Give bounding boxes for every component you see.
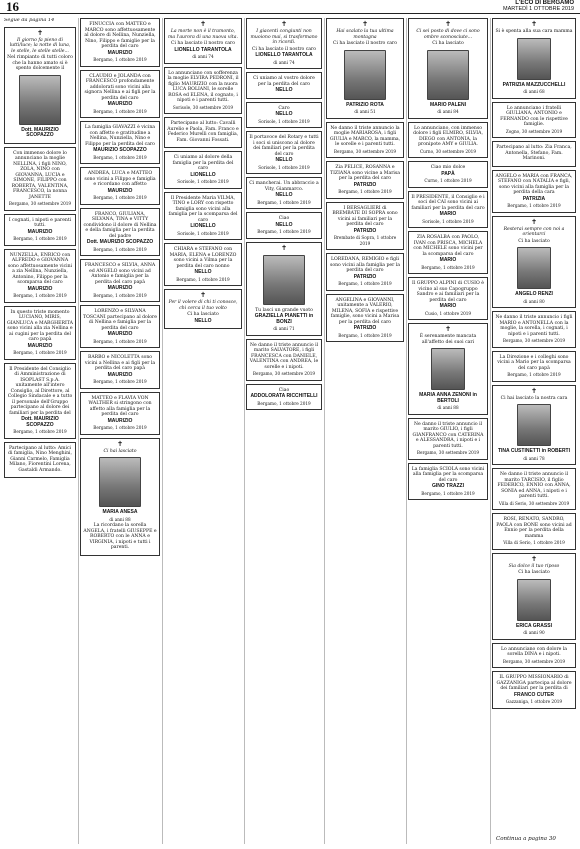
cross-icon: ✝ xyxy=(445,325,451,333)
notice: Partecipano al lutto: Cavalli Aurelio e Paola, Fam. Franco e Federico Murelli con famiglia, Fam. Giovanni Fossati. xyxy=(164,117,242,148)
cross-icon: ✝ xyxy=(531,217,537,226)
notice: CHIARA e STEFANO con MARIA, ELENA e LORENZO sono vicini a Vilma per la perdita del caro nonno NELLO Bergamo, 1 ottobre 2019 xyxy=(164,243,242,286)
notice: Ci uniamo al dolore della famiglia per la perdita del caro LIONELLO Sorisole, 1 ottobre 2019 xyxy=(164,151,242,189)
notice: FINUCCIA con MATTEO e MARCO sono affettuosamente al dolore di Nellina, Nunziella, Nino, Filippo e famiglie per la perdita del caro MAURIZIO Bergamo, 1 ottobre 2019 xyxy=(80,18,160,67)
notice: ✝ Si è spenta alla sua cara mamma PATRIZIA MAZZUCCHELLI di anni 68 xyxy=(492,18,576,99)
notice: Caro NELLO Sorisole, 1 ottobre 2019 xyxy=(246,102,322,129)
column-1 xyxy=(4,18,76,844)
notice: Lo annunciano, con immenso dolore i figli ELMIRO, SILVIA, DIEGO con ANTONIA, la pronipote AMY e GIULIA. Curno, 30 settembre 2019 xyxy=(408,122,488,159)
portrait-photo xyxy=(431,348,465,390)
column-5 xyxy=(326,18,404,844)
notice: ✝ Hai scalato la tua ultima montagna Ci ha lasciato il nostro caro PATRIZIO ROTA di anni 51 xyxy=(326,18,404,119)
cross-icon: ✝ xyxy=(531,386,537,395)
cross-icon: ✝ xyxy=(362,20,368,28)
notice: MATTEO e FLAVIA VON WALTHER si stringono con affetto alla famiglia per la perdita del caro MAURIZIO Bergamo, 1 ottobre 2019 xyxy=(80,392,160,435)
portrait-photo xyxy=(344,50,386,100)
notice: Ne danno il triste annuncio la moglie MARIAROSA, i figli GIULIA e MARCO, la mamma, le sorelle e i parenti tutti. Bergamo, 30 settembre 2019 xyxy=(326,122,404,159)
notice: Ciao NELLO Bergamo, 1 ottobre 2019 xyxy=(246,212,322,239)
notice: La famiglia GIAVAZZI è vicina con affetto e gratitudine a Nellina, Nunziella, Nino e Filippo per la perdita del caro MAURIZIO SCOPAZZO Bergamo, 1 ottobre 2019 xyxy=(80,121,160,164)
notice: Lo annunciano con dolore la sorella DINA e i nipoti. Bergamo, 30 settembre 2019 xyxy=(492,643,576,669)
portrait-photo xyxy=(427,50,469,100)
notice: Ne danno il triste annuncio i figli MARIO e ANTONELLA con la moglie, la sorella, i cognati, i nipoti e i parenti tutti. Bergamo, 30 settembre 2019 xyxy=(492,311,576,348)
notice: Ne danno il triste annuncio il marito SALVATORE, i figli FRANCESCA con DANIELE, VALENTINA con ANDREA, le sorelle e i nipoti. Bergamo, 30 settembre 2019 xyxy=(246,339,322,381)
page-number: 16 xyxy=(6,0,19,14)
notice: Ne danno il triste annuncio il marito GIULIO, i figli GIANFRANCO con CATERINA e ALESSANDRA, i nipoti e i parenti tutti. Bergamo, 30 settembre 2019 xyxy=(408,418,488,460)
notice: ✝ Ci hai lasciato la nostra cara TINA CUSTINETTI in ROBERTI di anni 78 xyxy=(492,385,576,466)
column-7 xyxy=(492,18,576,844)
notice: Zia PELICE, ROSANNA e TIZIANA sono vicine a Marisa per la perdita del caro PATRIZIO Bergamo, 1 ottobre 2019 xyxy=(326,161,404,199)
cross-icon: ✝ xyxy=(117,439,123,448)
notice: Ciao mio dolce PAPÀ Curno, 1 ottobre 2019 xyxy=(408,161,488,188)
column-2 xyxy=(80,18,160,844)
notice: Il PRESIDENTE, il Consiglio e i soci del CAI sono vicini ai familiari per la perdita del caro MARIO Sorisole, 1 ottobre 2019 xyxy=(408,191,488,229)
publication-date: MARTEDÌ 1 OTTOBRE 2019 xyxy=(502,6,574,12)
notice: In questo triste momento LUCIANO, MIRIS, GIANLUCA e MARGHERITA sono vicini alla zia Nellina e ai cugini per la perdita del caro papà MAURIZIO Bergamo, 1 ottobre 2019 xyxy=(4,306,76,360)
notice: Con immenso dolore lo annunciano la moglie NELLINA, i figli NINO, ZOLA, NINO con GIOVANNA, LUCIA e SIMONE, FILIPPO con ROBERTA, VALENTINA, FRANCESCO, la nonna JANETTE Bergamo, 30 settembre 2019 xyxy=(4,147,76,211)
notice: ROSI, RENATO, SANDRO, PAOLA con BONE sono vicini ad Ennio per la perdita della mamma Villa di Serio, 1 ottobre 2019 xyxy=(492,513,576,550)
column-6 xyxy=(408,18,488,844)
notice: ✝ È serenamente mancata all'affetto dei suoi cari MARIA ANNA ZENONI in BERTOLI di anni 88 xyxy=(408,323,488,415)
notice: Ne danno il triste annuncio il marito TARCISIO, il figlio FEDERICO, ENNIO con ANNA, SONIA ed ANNA, i nipoti e i parenti tutti. Villa di Serio, 30 settembre 2019 xyxy=(492,468,576,510)
cross-icon: ✝ xyxy=(531,20,537,28)
portrait-photo xyxy=(517,247,551,289)
cross-icon: ✝ xyxy=(281,20,287,28)
notice: ✝ Per il volere di chi ti conosce, chi cerca il tuo volto Ci ha lasciato NELLO xyxy=(164,289,242,329)
notice: La Direzione e i colleghi sono vicini a Mario per la scomparsa del caro papà Bergamo, 1 ottobre 2019 xyxy=(492,351,576,382)
portrait-photo xyxy=(19,75,61,125)
notice: CLAUDIO e JOLANDA con FRANCESCO profondamente addolorati sono vicini alla signora Nellina e ai figli per la perdita del caro MAURIZIO Bergamo, 1 ottobre 2019 xyxy=(80,70,160,119)
cross-icon: ✝ xyxy=(445,20,451,28)
masthead xyxy=(503,0,574,12)
notice: I cognati, i nipoti e parenti tutti. MAURIZIO Bergamo, 1 ottobre 2019 xyxy=(4,214,76,246)
cross-icon: ✝ xyxy=(281,243,287,252)
page-header xyxy=(0,0,580,14)
portrait-photo xyxy=(517,404,551,446)
portrait-photo xyxy=(517,579,551,621)
notice: LORENZO e SILVANA TOSCANI partecipano al dolore di Nellina e famiglia per la perdita del caro MAURIZIO Bergamo, 1 ottobre 2019 xyxy=(80,305,160,348)
portrait-photo xyxy=(517,38,551,80)
cross-icon: ✝ xyxy=(200,20,206,28)
cross-icon: ✝ xyxy=(531,554,537,563)
notice: ✝ I giacenti congiunti non muoiono mai, si trasformano in ricordi. Ci ha lasciato il nostro caro LIONELLO TARANTOLA di anni 74 xyxy=(246,18,322,69)
notice: FRANCO, GIULIANA, SILVANA, TINA e VITTY condividono il dolore di Nellina e della famiglia per la perdita del padre Dott. MAURIZIO SCOPAZZO Bergamo, 1 ottobre 2019 xyxy=(80,208,160,257)
notice: Lo annunciano i fratelli GIULIANA, ANTONIO e FERNANDO con le rispettive famiglie. Zogno, 30 settembre 2019 xyxy=(492,102,576,139)
continuation-bottom: Continua a pagina 30 xyxy=(496,836,556,842)
notice: ZIA ROSALBA con PAOLO, IVAN con PRISCA, MICHELA con MICHELE sono vicini per la scomparsa del caro MARIO Bergamo, 1 ottobre 2019 xyxy=(408,231,488,274)
notice: Il GRUPPO ALPINI di CUSIO è vicino al suo Capogruppo Sandro e ai familiari per la perdita del caro MARIO Cusio, 1 ottobre 2019 xyxy=(408,277,488,320)
notice: Il Presidente Maria VILMA, TINO e LORY con rispetto famiglia sono vicini alla famiglia per la scomparsa del caro LIONELLO Sorisole, 1 ottobre 2019 xyxy=(164,192,242,241)
notice: Partecipano al lutto: Amici di famiglia, Nino Menghini, Gianni Carmelo, Famiglia Milano, Fiorentini Lorena, Gastaldi Armando. xyxy=(4,442,76,479)
notice: IL GRUPPO MISSIONARIO di GAZZANIGA partecipa al dolore dei familiari per la perdita di FRANCO CUTER Gazzaniga, 1 ottobre 2019 xyxy=(492,671,576,709)
notice: Lo annunciano con sofferenza la moglie ELVIRA PEDRONI, il figlio MAURIZIO con la nuora LUCA BOLIANI, le sorelle ROSA ed ELENA, il cognato, i nipoti e i parenti tutti. Sorisole, 30 settembre 2019 xyxy=(164,67,242,115)
portrait-photo xyxy=(99,457,141,507)
column-4 xyxy=(246,18,322,844)
notice: ✝ La morte non è il tramonto, ma l'aurora di una nuova vita. Ci ha lasciato il nostro caro LIONELLO TARANTOLA di anni 74 xyxy=(164,18,242,64)
notice: ✝ Ci sei posto di dove ci sono ombre sconosciute... Ci ha lasciato MARIO PALENI di anni 84 xyxy=(408,18,488,119)
notice: Il portavoce del Rotary e tutti i soci si uniscono al dolore dei familiari per la perdita del caro NELLO Sorisole, 1 ottobre 2019 xyxy=(246,131,322,174)
notice: ✝ Ci hai lasciato MARIA ANESA di anni 88 La ricordano la sorella ANGELA, i fratelli GIUSEPPE e ROBERTO con le ANNA e VIRGINIA, i nipoti e tutti i parenti. xyxy=(80,438,160,556)
notice: La famiglia SCIOLA sono vicini alla famiglia per la scomparsa del caro GINO TRAZZI Bergamo, 1 ottobre 2019 xyxy=(408,463,488,501)
notice: NUNZELLA, ENRICO con ALFREDO e GIOVANNA sono affettuosamente vicini a zia Nellina, Nunziella, Antonino, Filippo per la scomparsa del caro MAURIZIO Bergamo, 1 ottobre 2019 xyxy=(4,249,76,303)
notice: LOREDANA, REMIGIO e figli sono vicini alla famiglia per la perdita del caro PATRIZIO Bergamo, 1 ottobre 2019 xyxy=(326,253,404,291)
notice: Ciao ADDOLORATA RICCHITELLI Bergamo, 1 ottobre 2019 xyxy=(246,384,322,411)
notice: ✝ Resterai sempre con noi a orientarci Ci ha lasciato ANGELO RENZI di anni 80 xyxy=(492,216,576,309)
notice: FRANCESCO e SILVIA, ANNA ed ANGELO sono vicini ad Antonio e famiglia per la perdita del caro papà MAURIZIO Bergamo, 1 ottobre 2019 xyxy=(80,259,160,302)
notice: ✝ Il giorno fa pieno di lutti/luce; la notte di luna, le stelle, le stelle stelle... Nel rimpianto di tutti coloro che la hanno amato si è spento dolcemente il Dott. MAURIZIO SCOPAZZO xyxy=(4,27,76,144)
publication-name: L'ECO DI BERGAMO xyxy=(515,0,574,6)
cross-icon: ✝ xyxy=(37,28,43,37)
notice: I BERSAGLIERI di BREMBATE DI SOPRA sono vicini ai familiari per la perdita del caro PATRIZIO Brembate di Sopra, 1 ottobre 2019 xyxy=(326,202,404,251)
notice: Ci uniamo al vostro dolore per la perdita del caro NELLO xyxy=(246,72,322,99)
portrait-photo xyxy=(263,255,305,305)
notice: ANGELINA e GIOVANNI, unitamente a VALERIO, MILENA, SOFIA e rispettive famiglie, sono vicini a Marisa per la perdita del caro PATRIZIO Bergamo, 1 ottobre 2019 xyxy=(326,294,404,343)
notice: ✝ Tu lasci un grande vuoto GRAZIELLA PIANETTI in BONZI di anni 71 xyxy=(246,242,322,336)
notice: Il Presidente del Consiglio di Amministrazione di ISOPLAST S.p.A. unitamente all'intero Consiglio, al Direttore, al Collegio Sindacale e a tutto il personale dell'Gruppo partecipano al dolore dei familiari per la perdita del Dott. MAURIZIO SCOPAZZO Bergamo, 1 ottobre 2019 xyxy=(4,363,76,439)
notice: Ci mancherai. Un abbraccio a Vity, Gianmarco. NELLO Bergamo, 1 ottobre 2019 xyxy=(246,177,322,209)
column-3 xyxy=(164,18,242,844)
notice: ANGELO e MARIA con FRANCA, STEFANO con NATALIA e figli, sono vicini alla famiglia per la perdita della cara PATRIZIA Bergamo, 1 ottobre 2019 xyxy=(492,170,576,213)
cross-icon: ✝ xyxy=(200,291,206,299)
notice: ✝ Sia dolce il tuo riposo Ci ha lasciato ERICA GRASSI di anni 90 xyxy=(492,553,576,640)
notice: BARBO e NICOLETTA sono vicini a Nellina e ai figli per la perdita del caro papà MAURIZIO Bergamo, 1 ottobre 2019 xyxy=(80,351,160,389)
notice: ANDREA, LUCA e MATTEO sono vicini a Filippo e famiglia e ricordano con affetto MAURIZIO Bergamo, 1 ottobre 2019 xyxy=(80,167,160,205)
continuation-top: Segue da pagina 14 xyxy=(4,18,55,23)
notice: Partecipano al lutto: Zia Franca, Antonella, Stefano, Fam. Marinoni. xyxy=(492,141,576,167)
